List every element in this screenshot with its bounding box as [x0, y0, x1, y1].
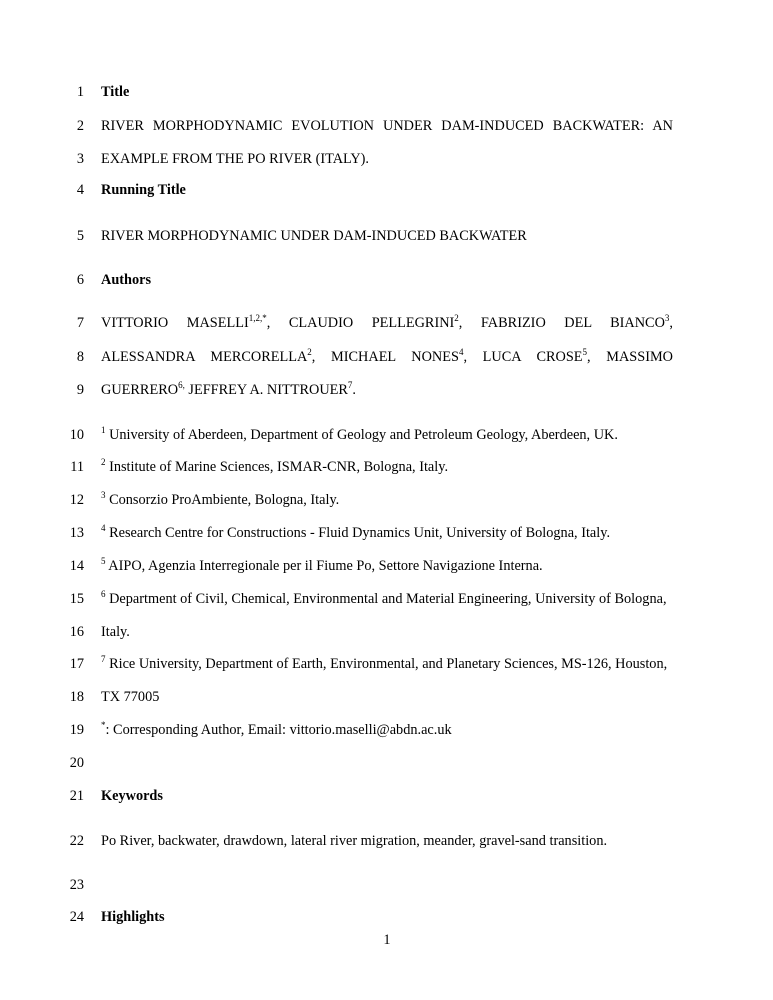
line-number: 17 [69, 656, 84, 672]
line-number: 14 [69, 558, 84, 574]
affiliation-6-cont: Italy. [101, 624, 130, 640]
line-number: 13 [69, 525, 84, 541]
line-number: 9 [76, 382, 84, 398]
line-number: 18 [69, 689, 84, 705]
corresponding-author: *: Corresponding Author, Email: vittorio.maselli@abdn.ac.uk [101, 720, 452, 738]
line-number: 12 [69, 492, 84, 508]
affiliation-7: $^7$ Rice University, Department of Earth, Environmental, and Planetary Sciences, MS-126, Houston, [101, 654, 668, 672]
affiliation-3: $^3$ Consorzio ProAmbiente, Bologna, Italy. [101, 490, 340, 508]
line-number: 23 [69, 877, 84, 893]
running-title-heading: Running Title [101, 182, 186, 198]
title-line-2: EXAMPLE FROM THE PO RIVER (ITALY). [101, 151, 370, 167]
line-number: 4 [76, 182, 84, 198]
affiliation-5: $^5$ AIPO, Agenzia Interregionale per il Fiume Po, Settore Navigazione Interna. [101, 556, 543, 574]
authors-line-2: ALESSANDRA MERCORELLA$^2$, MICHAEL NONES$^4$, LUCA CROSE$^5$, MASSIMO [101, 347, 674, 365]
line-number: 6 [76, 272, 84, 288]
title-heading: Title [101, 84, 130, 100]
line-number: 20 [69, 755, 84, 771]
line-number: 19 [69, 722, 84, 738]
running-title: RIVER MORPHODYNAMIC UNDER DAM-INDUCED BACKWATER [101, 228, 527, 244]
line-number: 16 [69, 624, 84, 640]
keywords-heading: Keywords [101, 788, 163, 804]
highlights-heading: Highlights [101, 909, 165, 925]
line-number: 2 [76, 118, 84, 134]
affiliation-2: $^2$ Institute of Marine Sciences, ISMAR-CNR, Bologna, Italy. [101, 457, 449, 475]
affiliation-1: $^1$ University of Aberdeen, Department of Geology and Petroleum Geology, Aberdeen, UK. [101, 425, 618, 443]
line-number: 22 [69, 833, 84, 849]
affiliation-4: $^4$ Research Centre for Constructions - Fluid Dynamics Unit, University of Bologna, Italy. [101, 523, 611, 541]
line-number: 3 [76, 151, 84, 167]
authors-heading: Authors [101, 272, 152, 288]
line-number: 10 [69, 427, 84, 443]
line-number: 15 [69, 591, 84, 607]
authors-line-3: $GUERRERO^{6,}$ JEFFREY A. NITTROUER$^7$. [101, 380, 356, 398]
line-number: 1 [76, 84, 84, 100]
line-number: 7 [76, 315, 84, 331]
authors-line-1: VITTORIO $MASELLI^{1,2,*}$, CLAUDIO PELLEGRINI$^2$, FABRIZIO DEL BIANCO$^3$, [101, 313, 673, 331]
title-line-1: RIVER MORPHODYNAMIC EVOLUTION UNDER DAM-INDUCED BACKWATER: AN [101, 118, 673, 134]
affiliation-6: $^6$ Department of Civil, Chemical, Environmental and Material Engineering, University of Bologna, [101, 589, 667, 607]
line-number: 24 [69, 909, 84, 925]
line-number: 8 [76, 349, 84, 365]
page-number: 1 [383, 932, 391, 948]
affiliation-7-cont: TX 77005 [101, 689, 160, 705]
line-number: 11 [70, 459, 84, 475]
line-number: 21 [69, 788, 84, 804]
line-number: 5 [76, 228, 84, 244]
keywords: Po River, backwater, drawdown, lateral river migration, meander, gravel-sand transition. [101, 833, 608, 849]
